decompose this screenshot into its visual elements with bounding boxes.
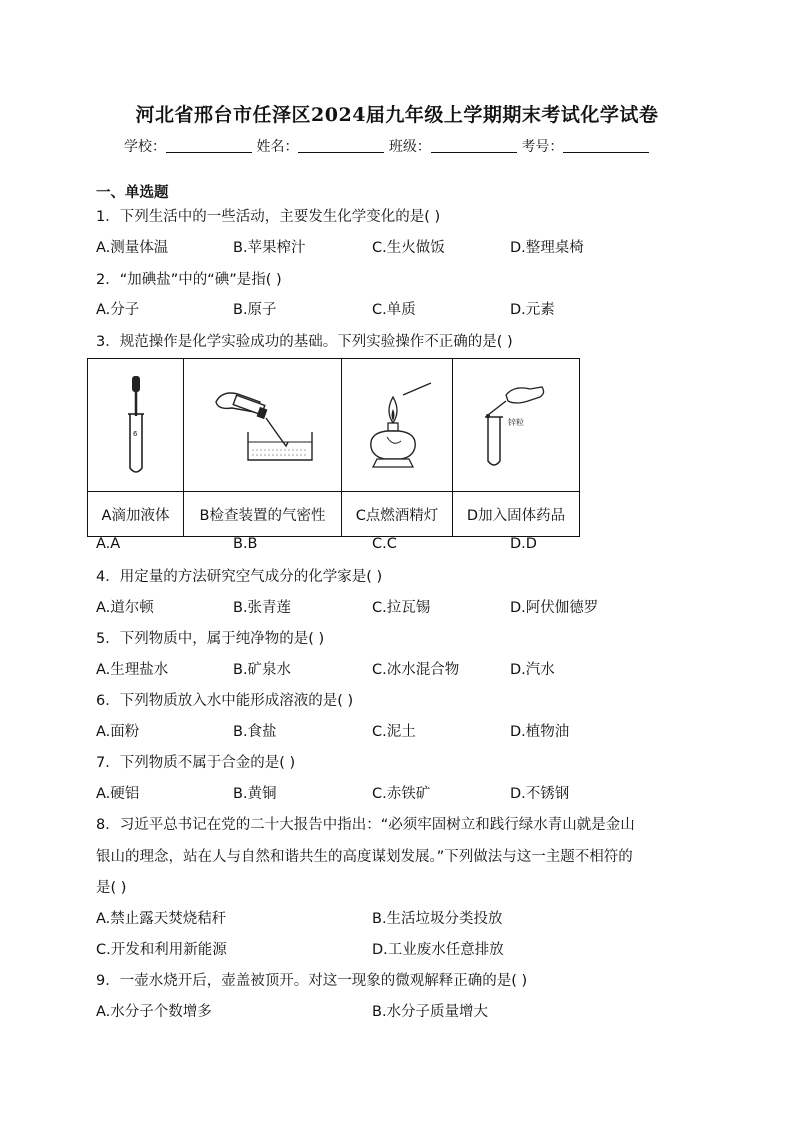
dropper-test-tube-icon xyxy=(116,370,156,480)
question-6-option-b[interactable]: B.食盐 xyxy=(233,724,277,740)
question-1-option-b[interactable]: B.苹果榨汁 xyxy=(233,240,306,256)
question-2-option-b[interactable]: B.原子 xyxy=(233,302,277,318)
question-3-option-a[interactable]: A.A xyxy=(96,536,121,552)
number-blank[interactable] xyxy=(563,138,649,153)
question-9-option-b[interactable]: B.水分子质量增大 xyxy=(372,1004,489,1020)
question-1-option-d[interactable]: D.整理桌椅 xyxy=(510,240,584,256)
question-1-option-c[interactable]: C.生火做饭 xyxy=(372,240,445,256)
question-5-option-c[interactable]: C.冰水混合物 xyxy=(372,662,460,678)
question-4-option-c[interactable]: C.拉瓦锡 xyxy=(372,600,431,616)
figure-caption-d: D加入固体药品 xyxy=(453,492,580,537)
question-8-option-a[interactable]: A.禁止露天焚烧秸秆 xyxy=(96,911,227,927)
question-3-stem: 3．规范操作是化学实验成功的基础。下列实验操作不正确的是( ) xyxy=(96,334,513,350)
school-blank[interactable] xyxy=(166,138,252,153)
airtightness-check-icon xyxy=(208,380,318,470)
figure-d-solid xyxy=(453,359,580,492)
class-blank[interactable] xyxy=(431,138,517,153)
figure-caption-a: A滴加液体 xyxy=(88,492,184,537)
question-8-option-d[interactable]: D.工业废水任意排放 xyxy=(372,942,504,958)
zinc-granule-label: 锌粒 xyxy=(508,418,524,427)
question-2-option-a[interactable]: A.分子 xyxy=(96,302,140,318)
question-4-option-d[interactable]: D.阿伏伽德罗 xyxy=(510,600,599,616)
question-6-option-a[interactable]: A.面粉 xyxy=(96,724,140,740)
question-9-option-a[interactable]: A.水分子个数增多 xyxy=(96,1004,212,1020)
question-7-option-b[interactable]: B.黄铜 xyxy=(233,786,277,802)
question-8-stem-line-1: 8．习近平总书记在党的二十大报告中指出：“必须牢固树立和践行绿水青山就是金山 xyxy=(96,817,635,833)
section-heading: 一、单选题 xyxy=(96,185,169,201)
number-label: 考号： xyxy=(521,139,564,155)
question-3-option-d[interactable]: D.D xyxy=(510,536,537,552)
question-3-option-c[interactable]: C.C xyxy=(372,536,397,552)
page-title: 河北省邢台市任泽区2024届九年级上学期期末考试化学试卷 xyxy=(135,104,659,126)
figure-caption-c: C点燃酒精灯 xyxy=(342,492,453,537)
name-blank[interactable] xyxy=(298,138,384,153)
question-5-option-b[interactable]: B.矿泉水 xyxy=(233,662,292,678)
question-5-option-a[interactable]: A.生理盐水 xyxy=(96,662,169,678)
question-4-option-a[interactable]: A.道尔顿 xyxy=(96,600,154,616)
question-9-stem: 9．一壶水烧开后，壶盖被顶开。对这一现象的微观解释正确的是( ) xyxy=(96,973,528,989)
question-1-stem: 1．下列生活中的一些活动，主要发生化学变化的是( ) xyxy=(96,209,441,225)
student-info-line xyxy=(124,136,649,156)
alcohol-lamp-icon xyxy=(357,375,437,475)
name-label: 姓名： xyxy=(256,139,299,155)
question-7-option-a[interactable]: A.硬铝 xyxy=(96,786,140,802)
school-label: 学校： xyxy=(124,139,166,155)
question-7-option-d[interactable]: D.不锈钢 xyxy=(510,786,570,802)
figure-caption-b: B检查装置的气密性 xyxy=(184,492,342,537)
question-6-option-d[interactable]: D.植物油 xyxy=(510,724,570,740)
svg-text:6: 6 xyxy=(132,430,137,438)
question-3-option-b[interactable]: B.B xyxy=(233,536,258,552)
question-6-option-c[interactable]: C.泥土 xyxy=(372,724,416,740)
question-7-stem: 7．下列物质不属于合金的是( ) xyxy=(96,755,296,771)
question-8-option-c[interactable]: C.开发和利用新能源 xyxy=(96,942,227,958)
question-4-option-b[interactable]: B.张青莲 xyxy=(233,600,292,616)
question-6-stem: 6．下列物质放入水中能形成溶液的是( ) xyxy=(96,693,354,709)
question-3-figure-table xyxy=(87,358,580,537)
question-2-option-d[interactable]: D.元素 xyxy=(510,302,555,318)
test-tube-solid-icon xyxy=(476,375,556,475)
question-8-stem-line-2: 银山的理念，站在人与自然和谐共生的高度谋划发展。”下列做法与这一主题不相符的 xyxy=(96,849,633,865)
question-7-option-c[interactable]: C.赤铁矿 xyxy=(372,786,431,802)
question-1-option-a[interactable]: A.测量体温 xyxy=(96,240,169,256)
figure-c-lamp xyxy=(342,359,453,492)
class-label: 班级： xyxy=(388,139,431,155)
question-5-option-d[interactable]: D.汽水 xyxy=(510,662,555,678)
question-8-stem-line-3: 是( ) xyxy=(96,880,127,896)
figure-b-airtight xyxy=(184,359,342,492)
question-4-stem: 4．用定量的方法研究空气成分的化学家是( ) xyxy=(96,569,383,585)
figure-a-dropper xyxy=(88,359,184,492)
question-2-option-c[interactable]: C.单质 xyxy=(372,302,416,318)
question-5-stem: 5．下列物质中，属于纯净物的是( ) xyxy=(96,631,325,647)
question-2-stem: 2．“加碘盐”中的“碘”是指( ) xyxy=(96,272,282,288)
question-8-option-b[interactable]: B.生活垃圾分类投放 xyxy=(372,911,503,927)
